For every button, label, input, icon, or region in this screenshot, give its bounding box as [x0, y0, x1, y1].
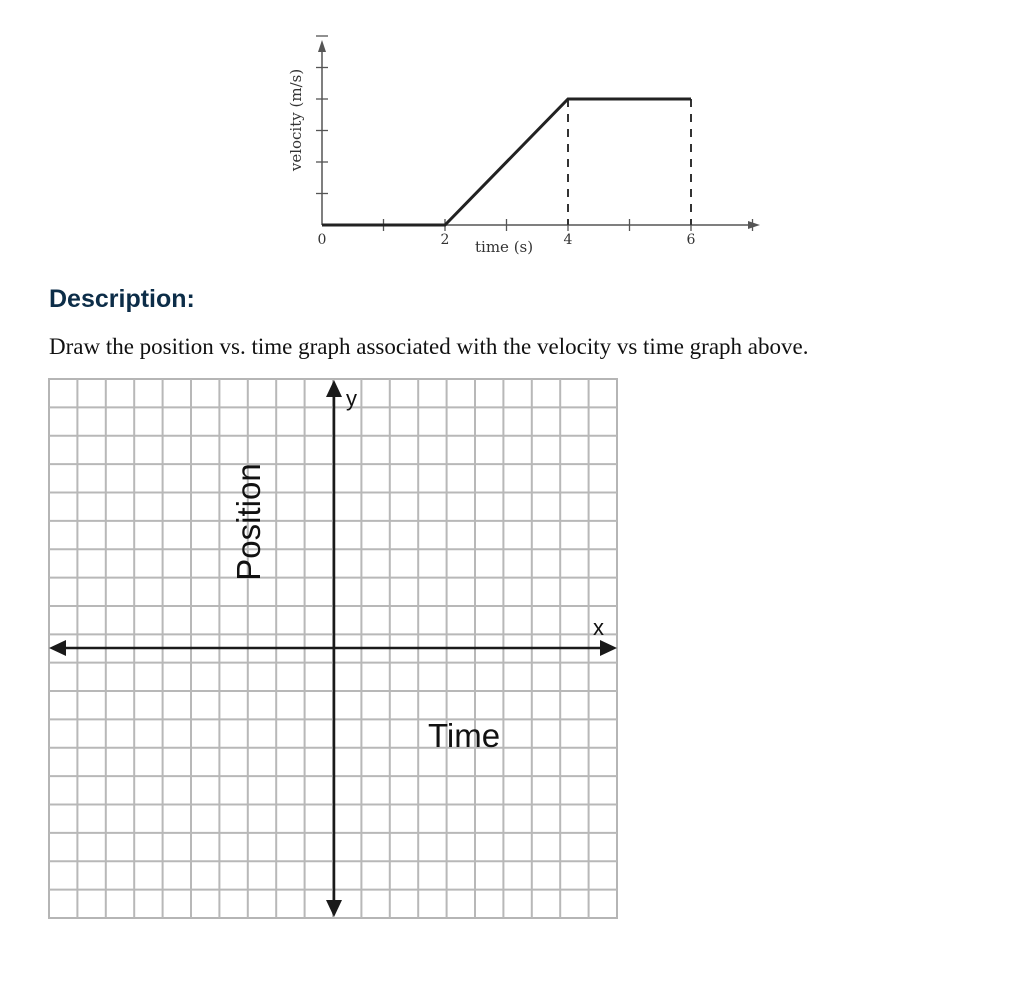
position-label: Position [230, 463, 267, 581]
x-tick-label: 6 [686, 232, 696, 248]
velocity-time-chart [270, 30, 770, 275]
velocity-time-dashed-lines [568, 99, 691, 225]
x-axis-arrow [748, 221, 760, 229]
y-axis-name: y [346, 386, 357, 411]
description-text: Draw the position vs. time graph associated with the velocity vs time graph above. [49, 334, 809, 359]
velocity-series-line [322, 99, 691, 225]
description-heading: Description: [49, 285, 195, 313]
time-label: Time [428, 717, 501, 754]
y-axis-label: velocity (m/s) [287, 68, 305, 172]
position-time-grid[interactable] [48, 378, 618, 919]
velocity-time-axes [318, 40, 760, 229]
x-tick-label: 0 [317, 232, 327, 248]
x-axis-name: x [593, 615, 604, 640]
x-axis-label: time (s) [475, 238, 534, 256]
x-tick-label: 2 [440, 232, 450, 248]
x-tick-label: 4 [563, 232, 573, 248]
y-axis-arrow [318, 40, 326, 52]
